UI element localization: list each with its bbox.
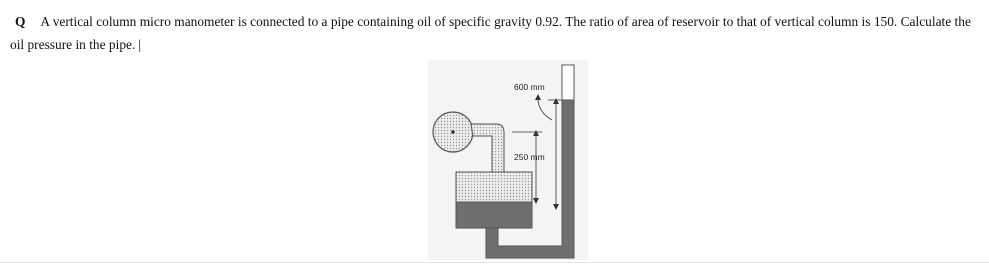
reservoir-oil — [456, 172, 532, 202]
question-text-block — [10, 10, 982, 56]
bottom-divider — [0, 262, 989, 263]
question-text: A vertical column micro manometer is connected to a pipe containing oil of specific gravity 0.92. The ratio of area of reservoir to that of vertical column is 150. Calculate the oil pressure in the pipe. — [10, 14, 971, 52]
manometer-diagram — [428, 60, 588, 260]
text-cursor: | — [138, 37, 142, 52]
label-600mm: 600 mm — [514, 82, 545, 92]
label-250mm: 250 mm — [514, 152, 545, 162]
reservoir-mercury — [456, 202, 532, 228]
vertical-column-empty — [562, 65, 574, 100]
question-marker: Q — [15, 14, 26, 29]
pipe-center-dot — [451, 130, 455, 134]
